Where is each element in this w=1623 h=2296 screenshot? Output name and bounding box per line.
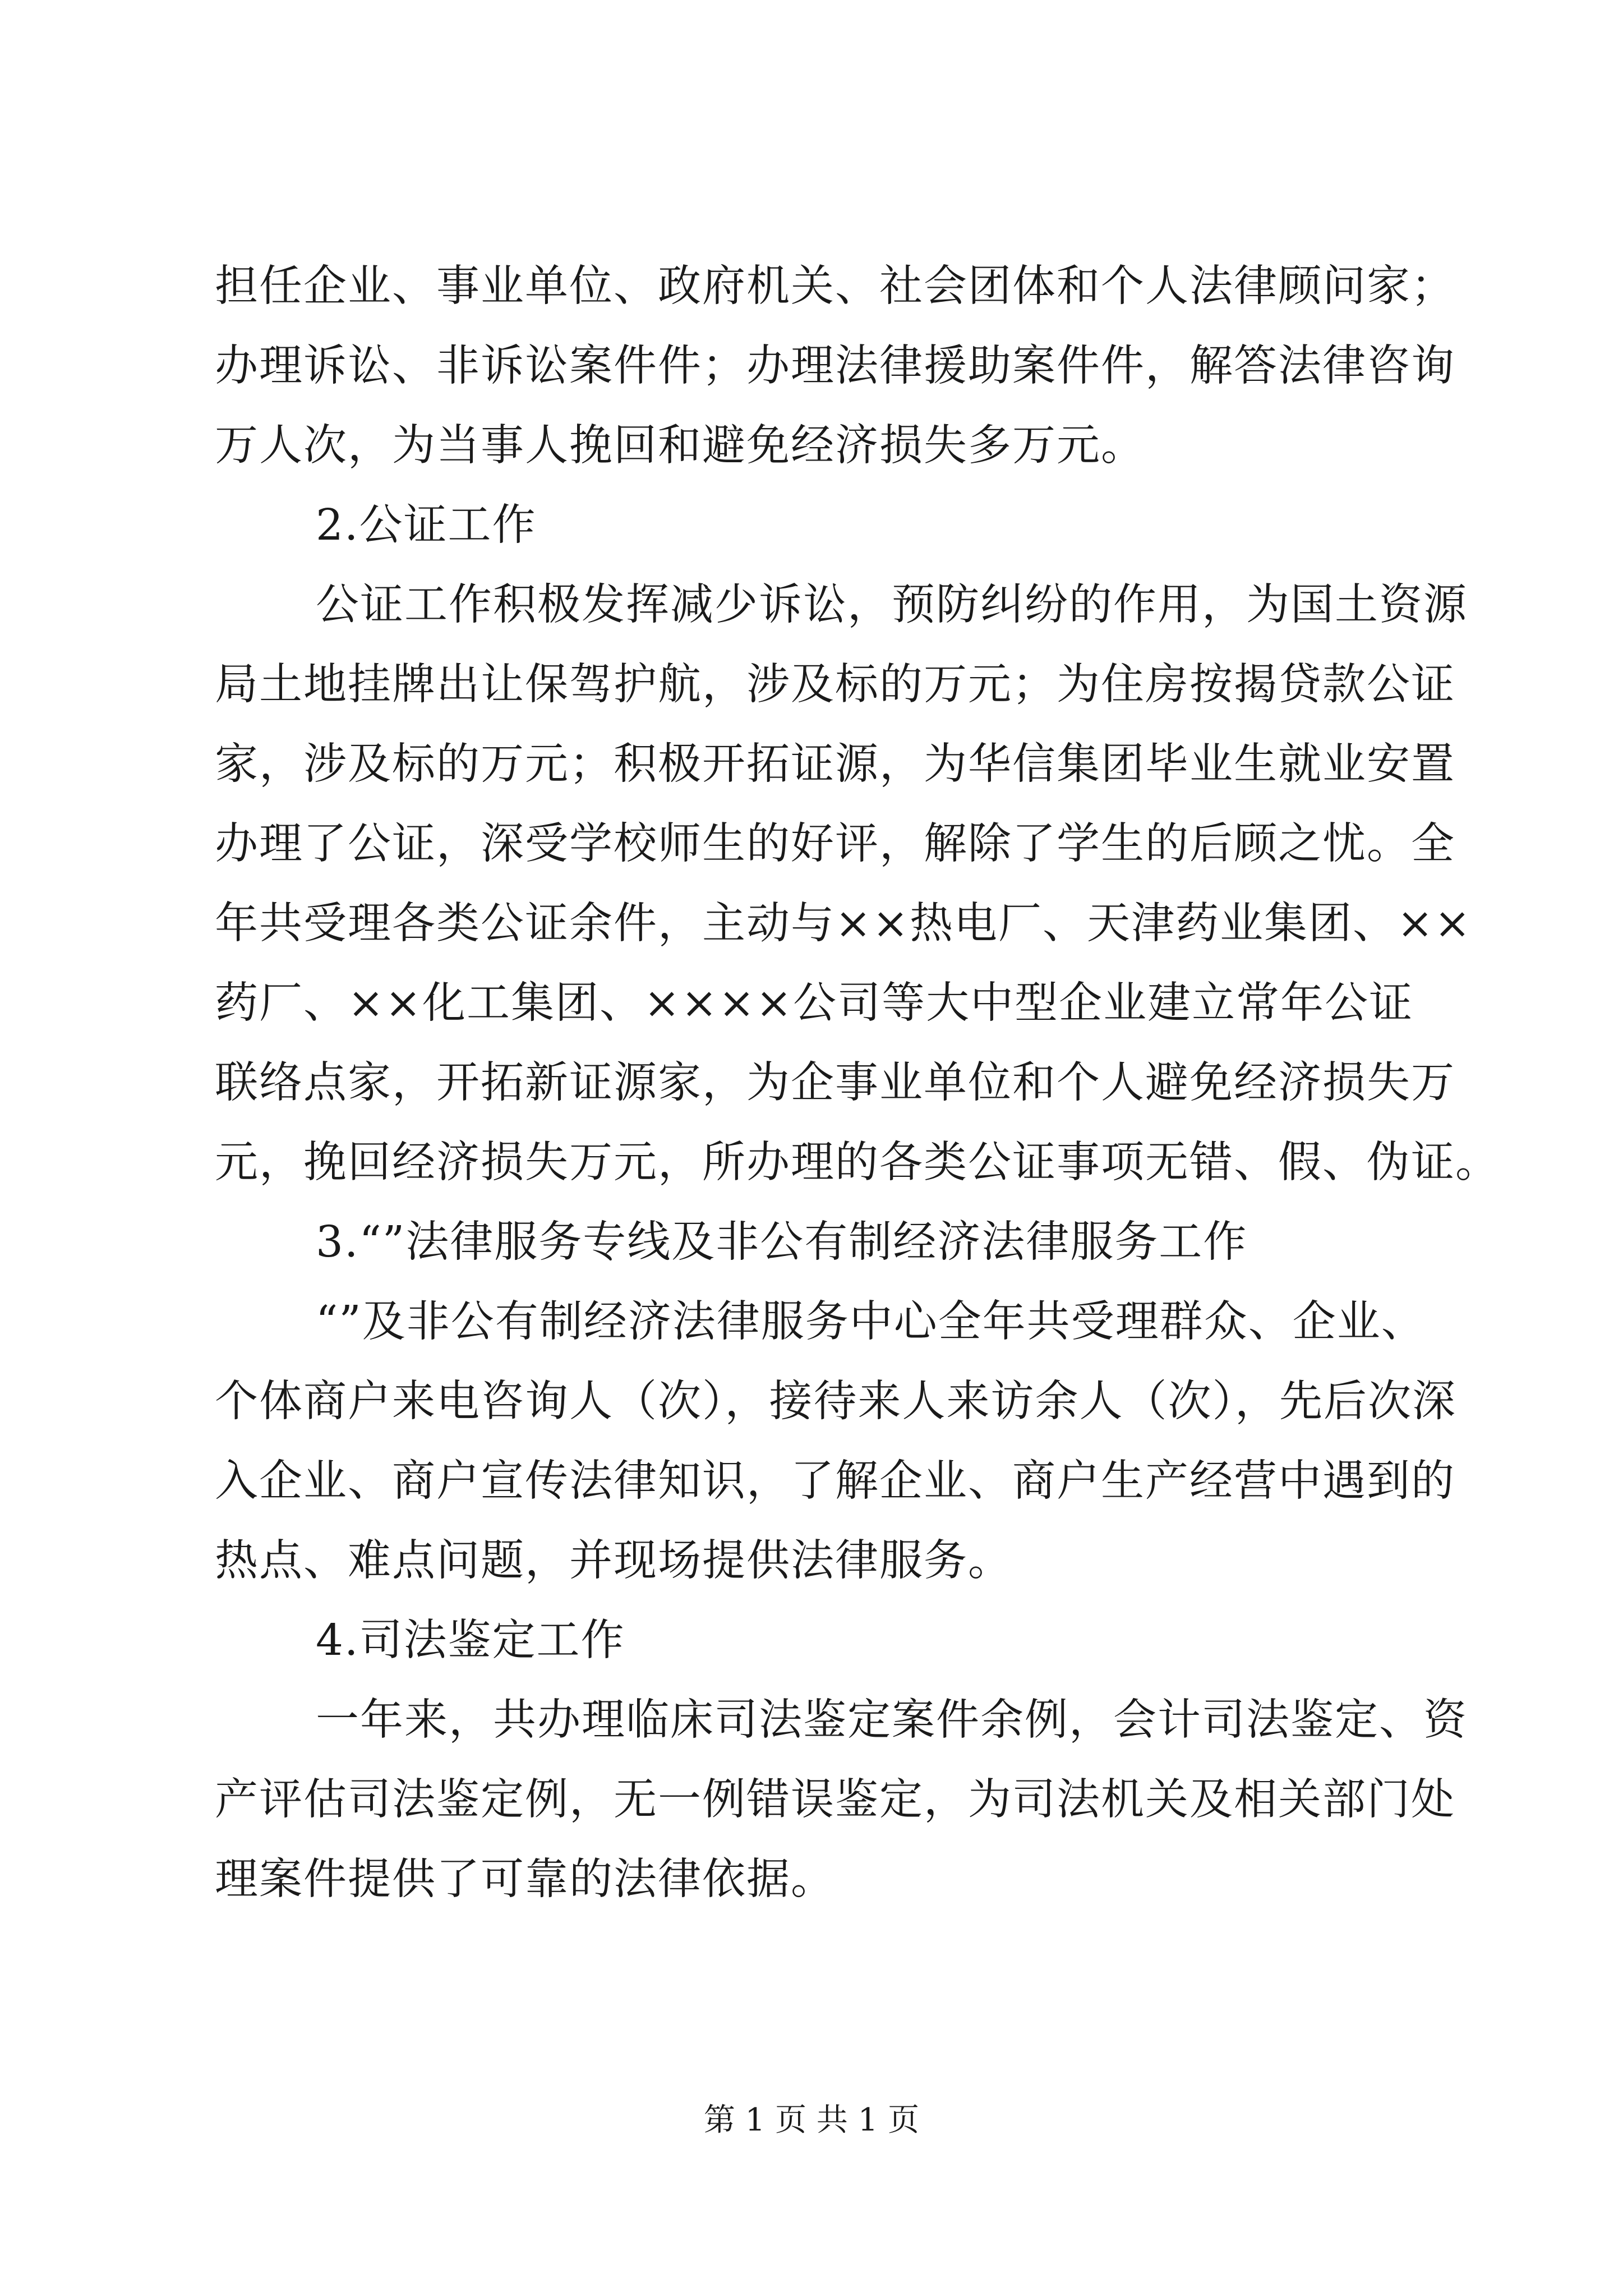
body-line: 个体商户来电咨询人（次），接待来人来访余人（次），先后次深	[215, 1377, 1456, 1427]
body-line: 万人次，为当事人挽回和避免经济损失多万元。	[215, 421, 1145, 471]
body-line: “”及非公有制经济法律服务中心全年共受理群众、企业、	[316, 1297, 1426, 1347]
section-heading-notary: 2.公证工作	[316, 500, 537, 550]
body-line: 产评估司法鉴定例，无一例错误鉴定，为司法机关及相关部门处	[215, 1775, 1455, 1825]
section-heading-forensic: 4.司法鉴定工作	[316, 1616, 625, 1665]
body-line: 局土地挂牌出让保驾护航，涉及标的万元；为住房按揭贷款公证	[215, 660, 1455, 710]
body-line: 元，挽回经济损失万元，所办理的各类公证事项无错、假、伪证。	[215, 1138, 1500, 1188]
section-heading-hotline: 3.“”法律服务专线及非公有制经济法律服务工作	[316, 1217, 1248, 1267]
body-line: 入企业、商户宣传法律知识，了解企业、商户生产经营中遇到的	[215, 1456, 1455, 1506]
page-footer: 第 1 页 共 1 页	[703, 2102, 920, 2138]
body-line: 担任企业、事业单位、政府机关、社会团体和个人法律顾问家；	[215, 261, 1455, 311]
body-line: 办理诉讼、非诉讼案件件；办理法律援助案件件，解答法律咨询	[215, 341, 1455, 391]
body-line: 家，涉及标的万元；积极开拓证源，为华信集团毕业生就业安置	[215, 739, 1455, 789]
body-line: 公证工作积极发挥减少诉讼，预防纠纷的作用，为国土资源	[316, 580, 1468, 630]
document-body	[215, 247, 1500, 1920]
body-line: 年共受理各类公证余件，主动与××热电厂、天津药业集团、××	[215, 899, 1472, 949]
body-line: 一年来，共办理临床司法鉴定案件余例，会计司法鉴定、资	[316, 1695, 1468, 1745]
body-line: 药厂、××化工集团、××××公司等大中型企业建立常年公证	[215, 978, 1414, 1028]
body-line: 理案件提供了可靠的法律依据。	[215, 1855, 835, 1904]
body-line: 热点、难点问题，并现场提供法律服务。	[215, 1536, 1012, 1586]
body-line: 办理了公证，深受学校师生的好评，解除了学生的后顾之忧。全	[215, 819, 1455, 869]
body-line: 联络点家，开拓新证源家，为企事业单位和个人避免经济损失万	[215, 1058, 1455, 1108]
